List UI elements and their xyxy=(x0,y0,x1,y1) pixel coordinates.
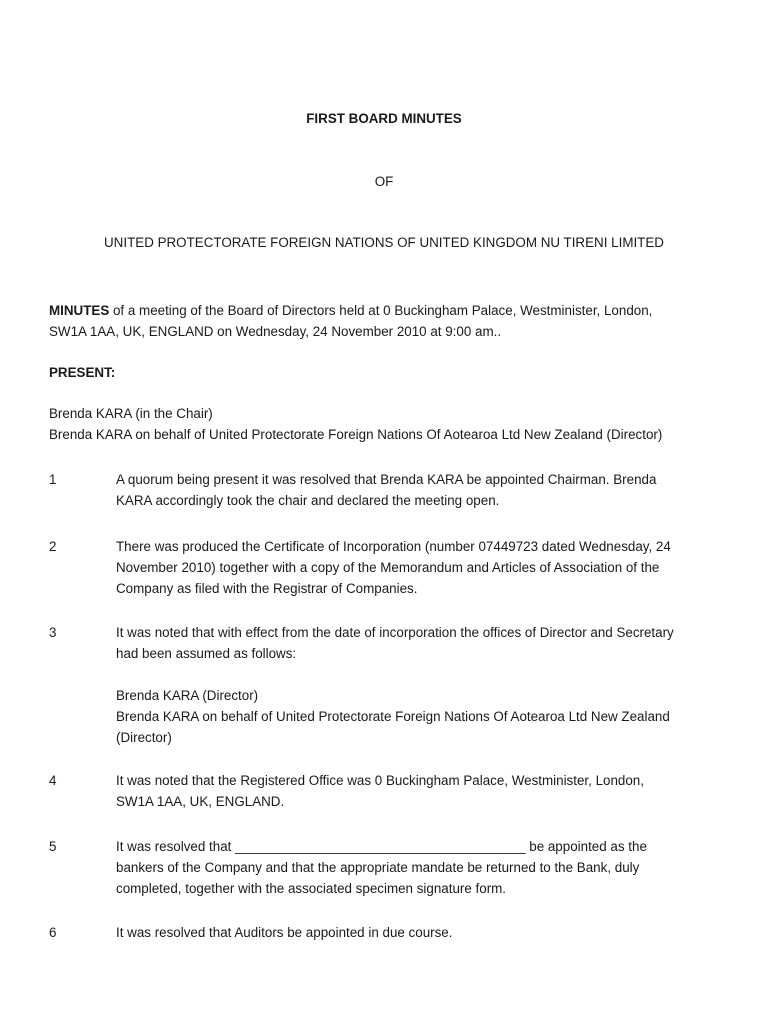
present-line-1: Brenda KARA (in the Chair) xyxy=(49,406,213,421)
item-paragraph xyxy=(116,622,726,664)
item-text-line: Company as filed with the Registrar of Companies. xyxy=(116,581,418,596)
item-text-line: bankers of the Company and that the appropriate mandate be returned to the Bank, duly xyxy=(116,860,640,875)
item-text-line: KARA accordingly took the chair and declared the meeting open. xyxy=(116,493,500,508)
item-number: 1 xyxy=(49,472,57,487)
item-paragraph xyxy=(116,536,726,599)
present-heading: PRESENT: xyxy=(49,365,116,380)
item-text-line: A quorum being present it was resolved that Brenda KARA be appointed Chairman. Brenda xyxy=(116,472,657,487)
item-text-line: It was noted that with effect from the date of incorporation the offices of Director and Secretary xyxy=(116,625,674,640)
item-body xyxy=(116,469,726,511)
item-text-line: completed, together with the associated specimen signature form. xyxy=(116,881,507,896)
item-text-line: November 2010) together with a copy of the Memorandum and Articles of Association of the xyxy=(116,560,660,575)
item-text-line: SW1A 1AA, UK, ENGLAND. xyxy=(116,794,285,809)
item-text-line: had been assumed as follows: xyxy=(116,646,297,661)
item-text-line: It was resolved that _______________________________________ be appointed as the xyxy=(116,839,647,854)
item-paragraph xyxy=(116,770,726,812)
item-text-line: It was noted that the Registered Office was 0 Buckingham Palace, Westminister, London, xyxy=(116,773,644,788)
item-paragraph xyxy=(116,922,726,943)
item-paragraph xyxy=(116,836,726,899)
present-line-2: Brenda KARA on behalf of United Protectorate Foreign Nations Of Aotearoa Ltd New Zealand (Director) xyxy=(49,427,663,442)
document-title: FIRST BOARD MINUTES xyxy=(306,111,462,126)
item-text-line: It was resolved that Auditors be appointed in due course. xyxy=(116,925,453,940)
item-number: 2 xyxy=(49,539,57,554)
item-body xyxy=(116,536,726,599)
item-number: 4 xyxy=(49,773,57,788)
item-sub-line: Brenda KARA (Director) xyxy=(116,688,259,703)
intro-paragraph xyxy=(49,300,729,342)
intro-text-line1: of a meeting of the Board of Directors held at 0 Buckingham Palace, Westminister, London, xyxy=(109,303,653,318)
intro-label: MINUTES xyxy=(49,303,110,318)
item-body xyxy=(116,922,726,943)
item-text-line: There was produced the Certificate of Incorporation (number 07449723 dated Wednesday, 24 xyxy=(116,539,671,554)
item-sub-line: Brenda KARA on behalf of United Protectorate Foreign Nations Of Aotearoa Ltd New Zealand xyxy=(116,709,670,724)
item-body xyxy=(116,770,726,812)
item-body xyxy=(116,836,726,899)
item-paragraph xyxy=(116,469,726,511)
item-number: 3 xyxy=(49,625,57,640)
intro-text-line2: SW1A 1AA, UK, ENGLAND on Wednesday, 24 November 2010 at 9:00 am.. xyxy=(49,324,502,339)
item-sub-paragraph xyxy=(116,685,726,748)
document-of: OF xyxy=(374,174,394,189)
item-body xyxy=(116,622,726,748)
item-number: 6 xyxy=(49,925,57,940)
company-name: UNITED PROTECTORATE FOREIGN NATIONS OF UNITED KINGDOM NU TIRENI LIMITED xyxy=(104,235,664,250)
present-list xyxy=(49,403,729,445)
item-number: 5 xyxy=(49,839,57,854)
item-sub-line: (Director) xyxy=(116,730,172,745)
